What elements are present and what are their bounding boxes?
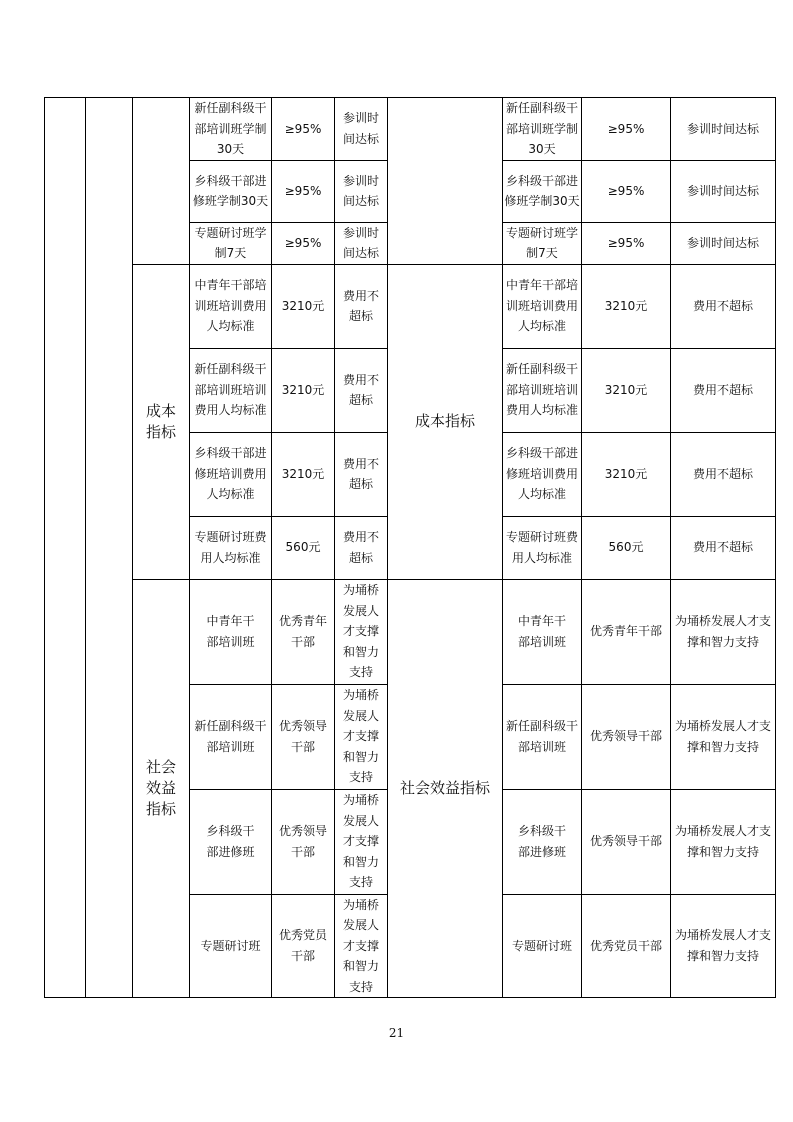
actual-item-text: 乡科级干部进修班学制30天 <box>503 160 582 222</box>
plan-standard-text: 为埇桥发展人才支撑和智力支持 <box>335 684 388 789</box>
plan-item-text: 中青年干部培训班培训费用人均标准 <box>190 264 272 348</box>
actual-value-text: 3210元 <box>582 348 671 432</box>
actual-value-text: 3210元 <box>582 264 671 348</box>
actual-category-social-indicator: 社会效益指标 <box>388 579 503 998</box>
actual-value-text: 优秀领导干部 <box>582 684 671 789</box>
plan-standard-text: 为埇桥发展人才支撑和智力支持 <box>335 894 388 998</box>
actual-standard-text: 参训时间达标 <box>671 160 776 222</box>
plan-standard-text: 参训时间达标 <box>335 98 388 161</box>
actual-standard-text: 为埇桥发展人才支撑和智力支持 <box>671 789 776 894</box>
plan-value-text: 3210元 <box>272 348 335 432</box>
actual-item-text: 新任副科级干部培训班学制30天 <box>503 98 582 161</box>
category-cell-time <box>133 98 190 265</box>
plan-value-text: 优秀领导干部 <box>272 684 335 789</box>
actual-category-cost-indicator: 成本指标 <box>388 264 503 579</box>
actual-value-text: ≥95% <box>582 160 671 222</box>
table-row <box>45 98 776 161</box>
plan-item-text: 乡科级干部进修班学制30天 <box>190 160 272 222</box>
plan-value-text: 优秀领导干部 <box>272 789 335 894</box>
plan-standard-text: 参训时间达标 <box>335 160 388 222</box>
plan-value-text: 3210元 <box>272 432 335 516</box>
first-level-indicator-cell <box>45 98 86 998</box>
actual-item-text: 中青年干部培训班 <box>503 579 582 684</box>
actual-value-text: ≥95% <box>582 98 671 161</box>
plan-standard-text: 费用不超标 <box>335 264 388 348</box>
category-social-indicator: 社会效益指标 <box>133 579 190 998</box>
plan-value-text: 560元 <box>272 516 335 579</box>
actual-standard-text: 费用不超标 <box>671 432 776 516</box>
actual-standard-text: 费用不超标 <box>671 264 776 348</box>
performance-indicator-table <box>44 97 776 998</box>
actual-standard-text: 费用不超标 <box>671 348 776 432</box>
plan-value-text: 3210元 <box>272 264 335 348</box>
table-row <box>45 579 776 684</box>
actual-standard-text: 参训时间达标 <box>671 222 776 264</box>
actual-item-text: 专题研讨班 <box>503 894 582 998</box>
actual-standard-text: 参训时间达标 <box>671 98 776 161</box>
plan-item-text: 专题研讨班 <box>190 894 272 998</box>
plan-item-text: 中青年干部培训班 <box>190 579 272 684</box>
plan-standard-text: 为埇桥发展人才支撑和智力支持 <box>335 579 388 684</box>
actual-standard-text: 为埇桥发展人才支撑和智力支持 <box>671 579 776 684</box>
actual-standard-text: 为埇桥发展人才支撑和智力支持 <box>671 684 776 789</box>
actual-item-text: 新任副科级干部培训班培训费用人均标准 <box>503 348 582 432</box>
actual-item-text: 专题研讨班费用人均标准 <box>503 516 582 579</box>
actual-value-text: ≥95% <box>582 222 671 264</box>
category-cost-indicator: 成本指标 <box>133 264 190 579</box>
plan-standard-text: 费用不超标 <box>335 348 388 432</box>
actual-value-text: 优秀青年干部 <box>582 579 671 684</box>
second-level-indicator-cell <box>86 98 133 998</box>
plan-value-text: 优秀青年干部 <box>272 579 335 684</box>
plan-item-text: 新任副科级干部培训班培训费用人均标准 <box>190 348 272 432</box>
actual-item-text: 中青年干部培训班培训费用人均标准 <box>503 264 582 348</box>
plan-value-text: ≥95% <box>272 222 335 264</box>
page-number: 21 <box>388 1026 405 1040</box>
actual-value-text: 优秀领导干部 <box>582 789 671 894</box>
plan-item-text: 新任副科级干部培训班 <box>190 684 272 789</box>
plan-standard-text: 参训时间达标 <box>335 222 388 264</box>
plan-value-text: 优秀党员干部 <box>272 894 335 998</box>
actual-category-cell-time <box>388 98 503 265</box>
plan-item-text: 专题研讨班学制7天 <box>190 222 272 264</box>
actual-standard-text: 为埇桥发展人才支撑和智力支持 <box>671 894 776 998</box>
actual-item-text: 乡科级干部进修班 <box>503 789 582 894</box>
table-row <box>45 264 776 348</box>
plan-item-text: 专题研讨班费用人均标准 <box>190 516 272 579</box>
plan-standard-text: 费用不超标 <box>335 516 388 579</box>
plan-value-text: ≥95% <box>272 98 335 161</box>
actual-value-text: 3210元 <box>582 432 671 516</box>
plan-standard-text: 费用不超标 <box>335 432 388 516</box>
plan-item-text: 新任副科级干部培训班学制30天 <box>190 98 272 161</box>
actual-item-text: 新任副科级干部培训班 <box>503 684 582 789</box>
plan-value-text: ≥95% <box>272 160 335 222</box>
plan-item-text: 乡科级干部进修班培训费用人均标准 <box>190 432 272 516</box>
actual-standard-text: 费用不超标 <box>671 516 776 579</box>
plan-standard-text: 为埇桥发展人才支撑和智力支持 <box>335 789 388 894</box>
plan-item-text: 乡科级干部进修班 <box>190 789 272 894</box>
actual-item-text: 乡科级干部进修班培训费用人均标准 <box>503 432 582 516</box>
actual-item-text: 专题研讨班学制7天 <box>503 222 582 264</box>
actual-value-text: 560元 <box>582 516 671 579</box>
actual-value-text: 优秀党员干部 <box>582 894 671 998</box>
